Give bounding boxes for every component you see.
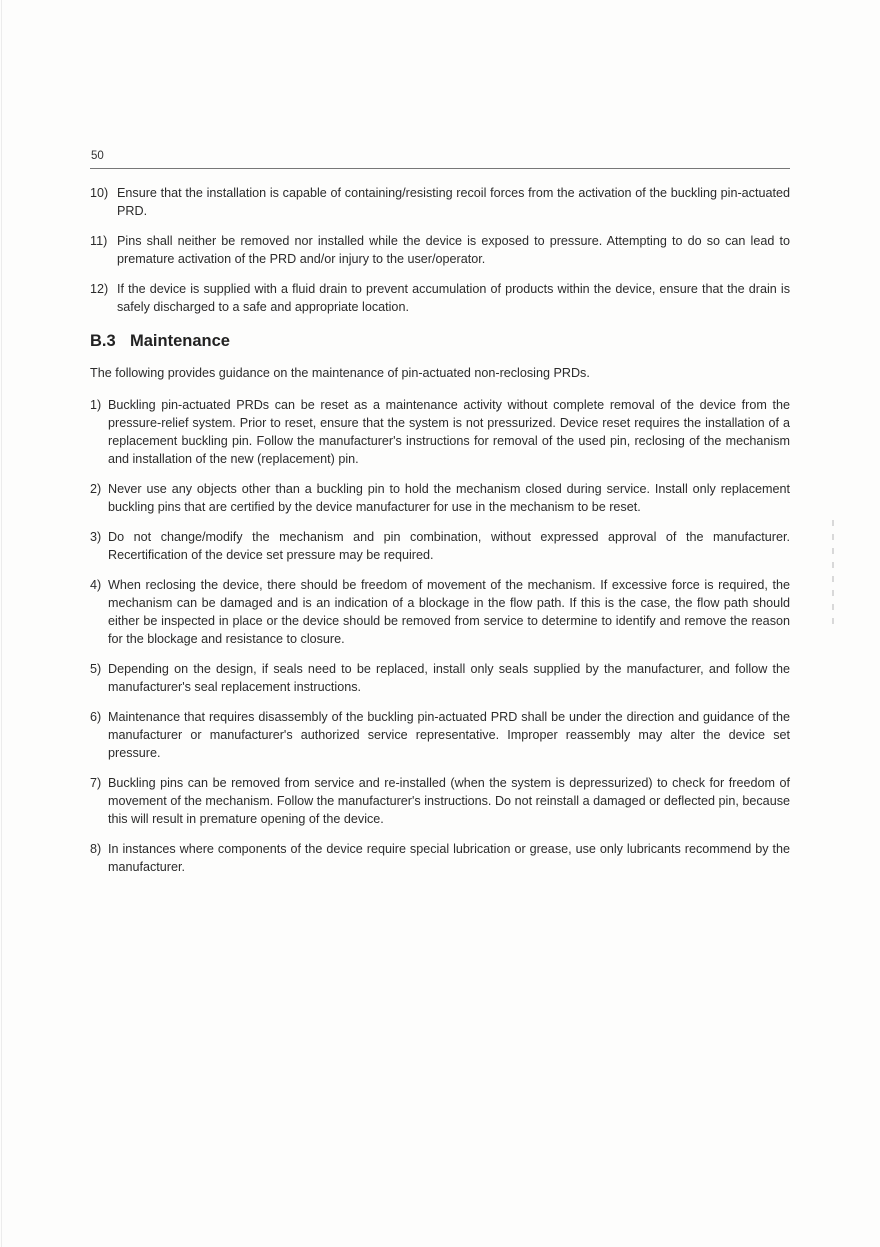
item-text: Depending on the design, if seals need to be replaced, install only seals supplied by the manufacturer, and follow the manufacturer's seal replacement instructions. — [108, 662, 790, 694]
item-text: Buckling pin-actuated PRDs can be reset as a maintenance activity without complete removal of the device from the pressure-relief system. Prior to reset, ensure that the system is not pressurized. Device reset requires the installation of a replacement buckling pin. Follow the manufacturer's instructions for removal of the used pin, reclosing of the mechanism and installation of the new (replacement) pin. — [108, 398, 790, 466]
item-text: Do not change/modify the mechanism and pin combination, without expressed approval of the manufacturer. Recertification of the device set pressure may be required. — [108, 530, 790, 562]
list-item — [90, 232, 790, 268]
item-text: Maintenance that requires disassembly of the buckling pin-actuated PRD shall be under the direction and guidance of the manufacturer or manufacturer's authorized service representative. Improper reassembly may alter the device set pressure. — [108, 710, 790, 760]
item-number: 10) — [90, 186, 109, 200]
scan-edge — [1, 0, 2, 1247]
list-item — [90, 184, 790, 220]
section-intro: The following provides guidance on the maintenance of pin-actuated non-reclosing PRDs. — [90, 366, 590, 380]
list-item — [90, 280, 790, 316]
item-text: In instances where components of the device require special lubrication or grease, use only lubricants recommend by the manufacturer. — [108, 842, 790, 874]
section-title: Maintenance — [130, 332, 230, 350]
item-number: 12) — [90, 282, 109, 296]
item-number: 7) — [90, 776, 102, 790]
top-list — [90, 184, 790, 316]
item-number: 8) — [90, 842, 102, 856]
item-text: Buckling pins can be removed from service and re-installed (when the system is depressurized) to check for freedom of movement of the mechanism. Follow the manufacturer's instructions. Do not reinstall a damaged or deflected pin, because this will result in premature opening of the device. — [108, 776, 790, 826]
item-number: 6) — [90, 710, 102, 724]
page-content — [90, 184, 790, 888]
item-number: 5) — [90, 662, 102, 676]
item-number: 1) — [90, 398, 102, 412]
list-item — [90, 396, 790, 468]
list-item — [90, 660, 790, 696]
item-text: When reclosing the device, there should be freedom of movement of the mechanism. If excessive force is required, the mechanism can be damaged and is an indication of a blockage in the flow path. If this is the case, the flow path should either be inspected in place or the device should be removed from service to determine to identify and remove the reason for the blockage and resistance to closure. — [108, 578, 790, 646]
item-number: 11) — [90, 234, 108, 248]
margin-marks — [832, 520, 834, 625]
list-item — [90, 480, 790, 516]
item-number: 2) — [90, 482, 102, 496]
header-rule — [90, 168, 790, 169]
list-item — [90, 528, 790, 564]
list-item — [90, 840, 790, 876]
item-number: 3) — [90, 530, 102, 544]
item-text: If the device is supplied with a fluid drain to prevent accumulation of products within the device, ensure that the drain is safely discharged to a safe and appropriate location. — [117, 282, 790, 314]
section-heading — [90, 332, 790, 350]
list-item — [90, 774, 790, 828]
page-number: 50 — [91, 150, 104, 162]
maintenance-list — [90, 396, 790, 876]
item-text: Ensure that the installation is capable of containing/resisting recoil forces from the activation of the buckling pin-actuated PRD. — [117, 186, 790, 218]
list-item — [90, 576, 790, 648]
section-number: B.3 — [90, 332, 116, 350]
item-text: Never use any objects other than a buckling pin to hold the mechanism closed during service. Install only replacement buckling pins that are certified by the device manufacturer for use in the mechanism to be reset. — [108, 482, 790, 514]
item-number: 4) — [90, 578, 102, 592]
list-item — [90, 708, 790, 762]
item-text: Pins shall neither be removed nor installed while the device is exposed to pressure. Attempting to do so can lead to premature activation of the PRD and/or injury to the user/operator. — [117, 234, 790, 266]
